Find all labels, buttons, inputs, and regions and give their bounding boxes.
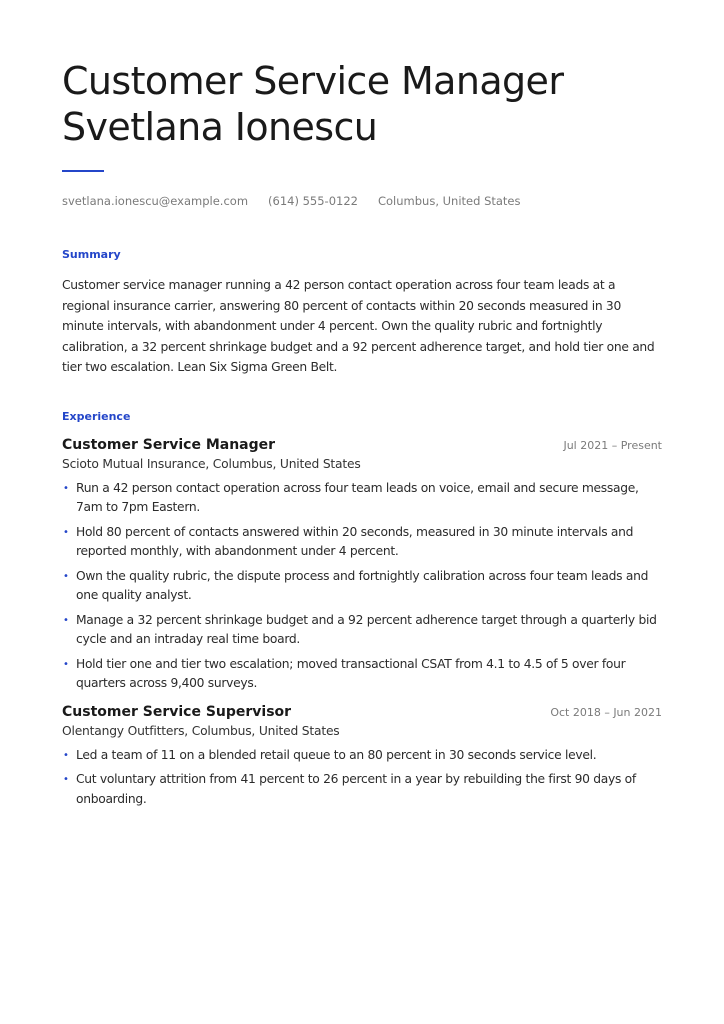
bullet-icon: • (63, 658, 69, 670)
job-bullets (62, 746, 662, 810)
bullet-icon: • (63, 526, 69, 538)
bullet-icon: • (63, 774, 69, 785)
resume-header (62, 58, 662, 172)
bullet-text: Hold 80 percent of contacts answered within 20 seconds, measured in 30 minute intervals and reported monthly, with abandonment under 4 percent. (76, 524, 634, 558)
job-entry (62, 437, 662, 694)
job-dates: Oct 2018 – Jun 2021 (550, 705, 662, 719)
bullet-text: Own the quality rubric, the dispute process and fortnightly calibration across four team leads and one quality analyst. (76, 568, 649, 602)
bullet-item (62, 746, 662, 766)
experience-section (62, 410, 662, 810)
job-header (62, 704, 662, 720)
contact-location: Columbus, United States (377, 194, 521, 208)
job-company: Scioto Mutual Insurance, Columbus, United States (62, 456, 361, 471)
bullet-text: Cut voluntary attrition from 41 percent to 26 percent in a year by rebuilding the first 90 days of onboarding. (76, 772, 636, 806)
contact-info (62, 194, 662, 208)
bullet-item (62, 611, 662, 650)
bullet-icon: • (63, 614, 69, 626)
bullet-text: Hold tier one and tier two escalation; moved transactional CSAT from 4.1 to 4.5 of 5 over four quarters across 9,400 surveys. (76, 656, 626, 690)
bullet-text: Led a team of 11 on a blended retail queue to an 80 percent in 30 seconds service level. (76, 747, 597, 762)
job-dates: Jul 2021 – Present (563, 438, 662, 452)
job-header (62, 437, 662, 453)
bullet-item (62, 655, 662, 694)
contact-phone[interactable]: (614) 555-0122 (268, 194, 358, 208)
bullet-icon: • (63, 482, 69, 494)
job-company: Olentangy Outfitters, Columbus, United States (62, 723, 340, 738)
bullet-item (62, 479, 662, 518)
bullet-text: Manage a 32 percent shrinkage budget and a 92 percent adherence target through a quarterly bid cycle and an intraday real time board. (76, 612, 657, 646)
summary-text: Customer service manager running a 42 person contact operation across four team leads at a regional insurance carrier, answering 80 percent of contacts within 20 seconds measured in 30 minute intervals, with abandonment under 4 percent. Own the quality rubric and fortnightly calibration, a 32 percent shrinkage budget and a 92 percent adherence target, and hold tier one and tier two escalation. Lean Six Sigma Green Belt. (62, 278, 655, 374)
bullet-item (62, 770, 662, 809)
candidate-name: Svetlana Ionescu (62, 105, 378, 149)
summary-heading: Summary (62, 248, 121, 261)
bullet-text: Run a 42 person contact operation across four team leads on voice, email and secure message, 7am to 7pm Eastern. (76, 480, 639, 514)
accent-divider (62, 170, 104, 172)
bullet-icon: • (63, 749, 69, 761)
job-title-heading: Customer Service Manager (62, 59, 564, 103)
job-title: Customer Service Manager (62, 436, 276, 453)
job-bullets (62, 479, 662, 694)
summary-section (62, 248, 662, 378)
job-entry (62, 704, 662, 810)
bullet-item (62, 523, 662, 562)
bullet-item (62, 567, 662, 606)
resume-page (62, 58, 662, 814)
experience-heading: Experience (62, 409, 131, 423)
bullet-icon: • (63, 570, 69, 582)
job-title: Customer Service Supervisor (62, 703, 292, 720)
contact-email[interactable]: svetlana.ionescu@example.com (62, 194, 249, 208)
